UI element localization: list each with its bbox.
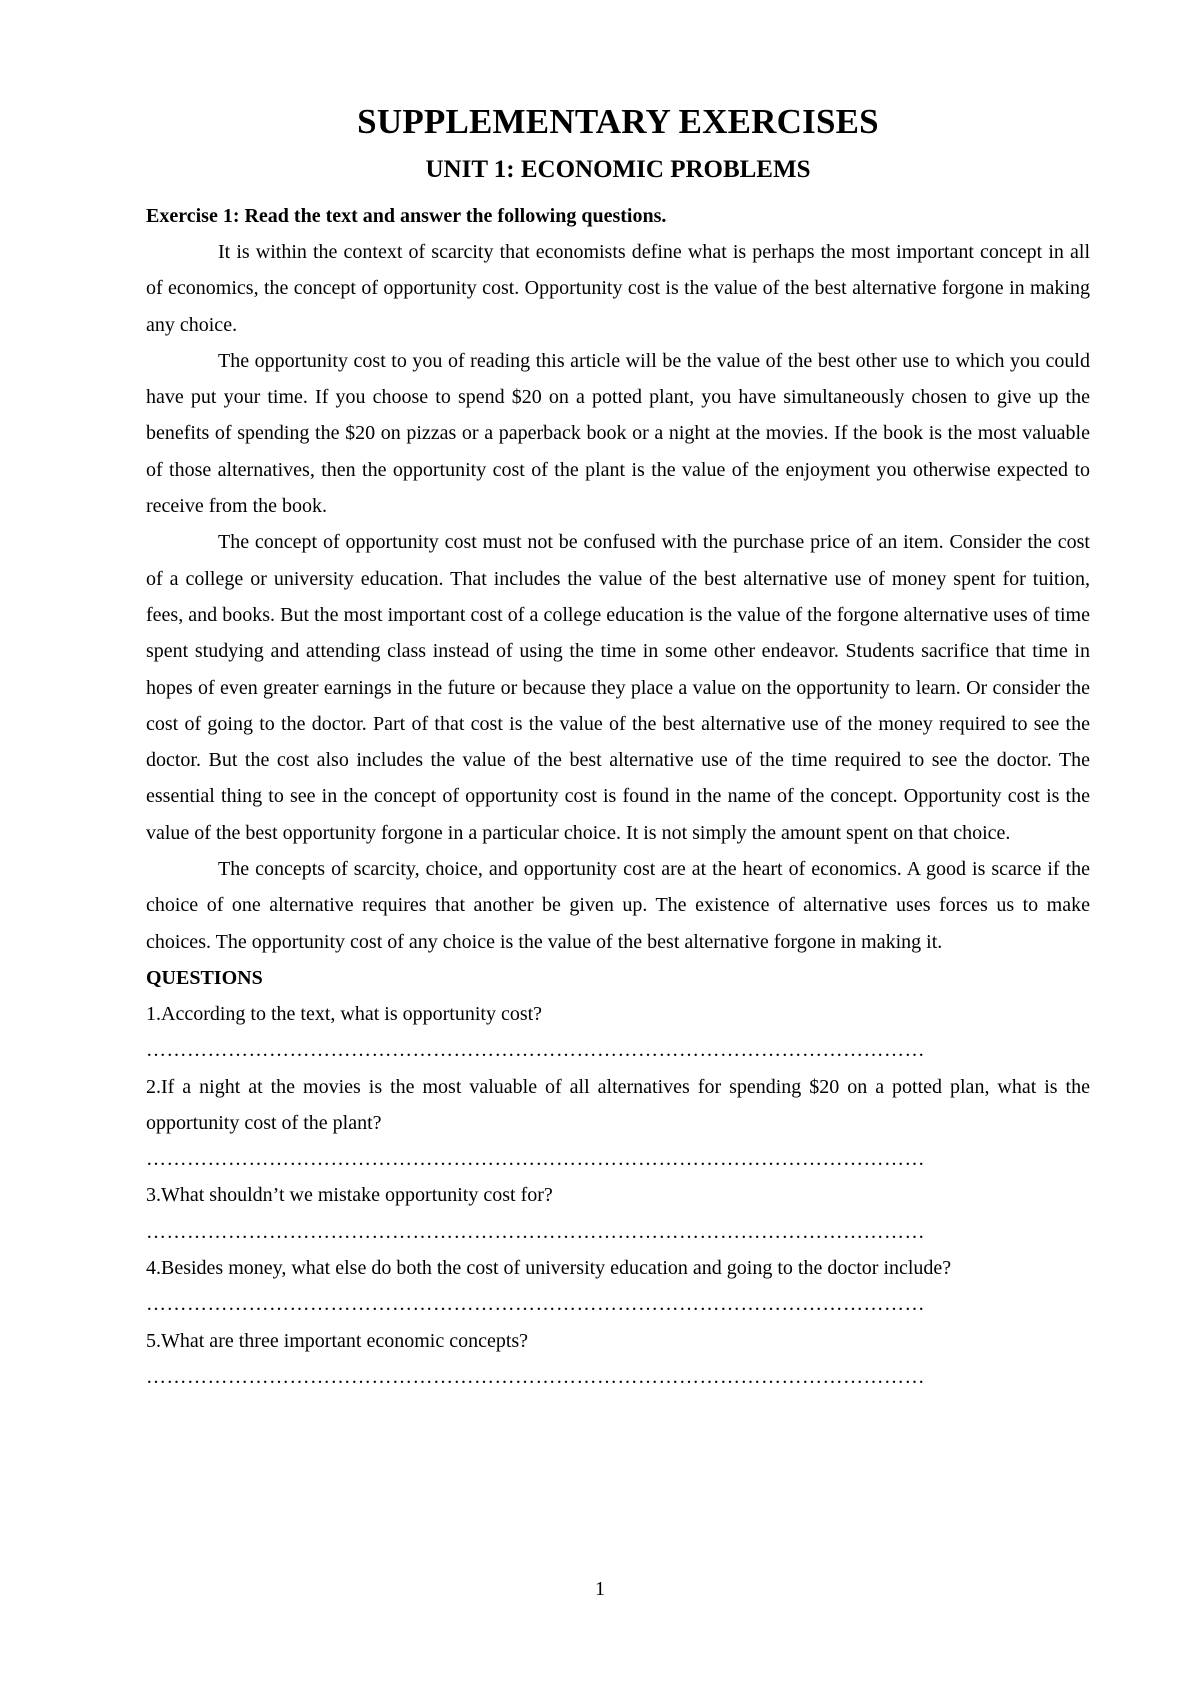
answer-line-4[interactable]: …………………………………………………………………………………………………… — [146, 1293, 925, 1316]
answer-line-1[interactable]: …………………………………………………………………………………………………… — [146, 1039, 925, 1062]
paragraph-1: It is within the context of scarcity that economists define what is perhaps the most important concept in all of economics, the concept of opportunity cost. Opportunity cost is the value of the best alternative forgone in making any choice. — [146, 241, 1090, 336]
question-4: 4.Besides money, what else do both the cost of university education and going to the doctor include? — [146, 1257, 952, 1280]
question-2: 2.If a night at the movies is the most valuable of all alternatives for spending $20 on a potted plan, what is the opportunity cost of the plant? — [146, 1075, 1090, 1134]
paragraph-4: The concepts of scarcity, choice, and opportunity cost are at the heart of economics. A good is scarce if the choice of one alternative requires that another be given up. The existence of alternative uses forces us to make choices. The opportunity cost of any choice is the value of the best alternative forgone in making it. — [146, 858, 1090, 953]
questions-heading: QUESTIONS — [146, 966, 263, 989]
question-5: 5.What are three important economic concepts? — [146, 1329, 529, 1352]
paragraph-2: The opportunity cost to you of reading this article will be the value of the best other use to which you could have put your time. If you choose to spend $20 on a potted plant, you have simultaneously chosen to give up the benefits of spending the $20 on pizzas or a paperback book or a night at the movies. If the book is the most valuable of those alternatives, then the opportunity cost of the plant is the value of the enjoyment you otherwise expected to receive from the book. — [146, 349, 1090, 518]
page-number: 1 — [595, 1578, 605, 1600]
question-1: 1.According to the text, what is opportunity cost? — [146, 1002, 543, 1025]
answer-line-3[interactable]: …………………………………………………………………………………………………… — [146, 1220, 925, 1243]
page-title: SUPPLEMENTARY EXERCISES — [357, 102, 879, 141]
answer-line-2[interactable]: …………………………………………………………………………………………………… — [146, 1148, 925, 1171]
paragraph-3: The concept of opportunity cost must not be confused with the purchase price of an item. Consider the cost of a college or university education. That includes the value of the best alternative use of money spent for tuition, fees, and books. But the most important cost of a college education is the value of the forgone alternative uses of time spent studying and attending class instead of using the time in some other endeavor. Students sacrifice that time in hopes of even greater earnings in the future or because they place a value on the opportunity to learn. Or consider the cost of going to the doctor. Part of that cost is the value of the best alternative use of the money required to see the doctor. But the cost also includes the value of the best alternative use of the time required to see the doctor. The essential thing to see in the concept of opportunity cost is found in the name of the concept. Opportunity cost is the value of the best opportunity forgone in a particular choice. It is not simply the amount spent on that choice. — [146, 531, 1090, 844]
question-3: 3.What shouldn’t we mistake opportunity cost for? — [146, 1184, 553, 1207]
exercise-heading: Exercise 1: Read the text and answer the following questions. — [146, 205, 667, 227]
unit-heading: UNIT 1: ECONOMIC PROBLEMS — [425, 156, 811, 183]
answer-line-5[interactable]: …………………………………………………………………………………………………… — [146, 1365, 925, 1388]
